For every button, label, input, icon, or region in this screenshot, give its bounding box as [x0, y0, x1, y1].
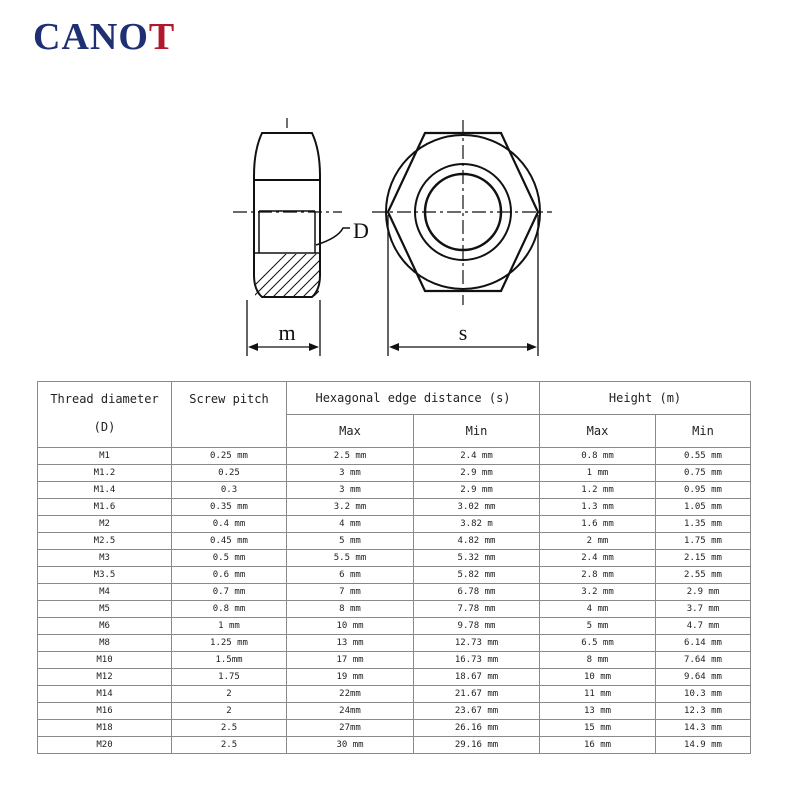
cell-s-max: 3 mm: [287, 465, 414, 482]
cell-thread-diameter: M20: [38, 737, 172, 754]
cell-m-max: 1 mm: [540, 465, 656, 482]
cell-s-min: 29.16 mm: [414, 737, 540, 754]
header-thread-diameter-symbol: (D): [93, 420, 116, 434]
table-row: [38, 618, 751, 635]
cell-s-min: 4.82 mm: [414, 533, 540, 550]
cell-thread-diameter: M18: [38, 720, 172, 737]
cell-screw-pitch: 0.6 mm: [172, 567, 287, 584]
diameter-label: D: [353, 218, 369, 243]
header-s-max: Max: [287, 415, 414, 448]
cell-m-max: 3.2 mm: [540, 584, 656, 601]
cell-m-min: 1.35 mm: [656, 516, 751, 533]
cell-s-min: 6.78 mm: [414, 584, 540, 601]
cell-screw-pitch: 0.25: [172, 465, 287, 482]
top-view-center-lines: [372, 120, 552, 305]
cell-s-min: 5.32 mm: [414, 550, 540, 567]
cell-m-max: 8 mm: [540, 652, 656, 669]
cell-screw-pitch: 2: [172, 686, 287, 703]
logo-text-accent: T: [148, 16, 176, 58]
cell-s-min: 7.78 mm: [414, 601, 540, 618]
cell-screw-pitch: 0.45 mm: [172, 533, 287, 550]
cell-m-max: 2 mm: [540, 533, 656, 550]
nut-spec-table: [37, 381, 751, 754]
cell-s-max: 22mm: [287, 686, 414, 703]
logo-text-main: CANO: [33, 16, 149, 58]
cell-s-max: 5.5 mm: [287, 550, 414, 567]
cell-s-min: 3.82 m: [414, 516, 540, 533]
diameter-leader: [316, 228, 350, 245]
cell-m-min: 0.75 mm: [656, 465, 751, 482]
table-row: [38, 720, 751, 737]
cell-screw-pitch: 0.5 mm: [172, 550, 287, 567]
cell-thread-diameter: M10: [38, 652, 172, 669]
cell-thread-diameter: M2.5: [38, 533, 172, 550]
table-row: [38, 465, 751, 482]
cell-m-max: 4 mm: [540, 601, 656, 618]
cell-thread-diameter: M1.2: [38, 465, 172, 482]
section-hatching: [240, 250, 370, 300]
cell-s-max: 5 mm: [287, 533, 414, 550]
cell-screw-pitch: 1.25 mm: [172, 635, 287, 652]
cell-screw-pitch: 1.5mm: [172, 652, 287, 669]
cell-s-min: 12.73 mm: [414, 635, 540, 652]
table-row: [38, 499, 751, 516]
table-row: [38, 601, 751, 618]
cell-s-max: 30 mm: [287, 737, 414, 754]
table-row: [38, 635, 751, 652]
cell-m-min: 12.3 mm: [656, 703, 751, 720]
table-row: [38, 533, 751, 550]
cell-m-min: 14.9 mm: [656, 737, 751, 754]
cell-s-min: 3.02 mm: [414, 499, 540, 516]
cell-s-min: 16.73 mm: [414, 652, 540, 669]
cell-m-max: 0.8 mm: [540, 448, 656, 465]
cell-m-min: 2.55 mm: [656, 567, 751, 584]
cell-m-min: 6.14 mm: [656, 635, 751, 652]
cell-m-max: 5 mm: [540, 618, 656, 635]
table-row: [38, 686, 751, 703]
cell-screw-pitch: 2: [172, 703, 287, 720]
cell-screw-pitch: 0.35 mm: [172, 499, 287, 516]
cell-screw-pitch: 0.4 mm: [172, 516, 287, 533]
cell-m-max: 16 mm: [540, 737, 656, 754]
cell-s-min: 2.9 mm: [414, 465, 540, 482]
table-row: [38, 703, 751, 720]
cell-thread-diameter: M6: [38, 618, 172, 635]
cell-m-max: 2.4 mm: [540, 550, 656, 567]
cell-m-min: 0.55 mm: [656, 448, 751, 465]
cell-thread-diameter: M8: [38, 635, 172, 652]
cell-m-max: 1.6 mm: [540, 516, 656, 533]
cell-m-min: 9.64 mm: [656, 669, 751, 686]
cell-screw-pitch: 0.8 mm: [172, 601, 287, 618]
cell-s-max: 7 mm: [287, 584, 414, 601]
cell-thread-diameter: M2: [38, 516, 172, 533]
table-row: [38, 652, 751, 669]
table-row: [38, 550, 751, 567]
cell-s-min: 26.16 mm: [414, 720, 540, 737]
cell-screw-pitch: 1.75: [172, 669, 287, 686]
cell-s-max: 13 mm: [287, 635, 414, 652]
cell-m-max: 2.8 mm: [540, 567, 656, 584]
cell-thread-diameter: M3: [38, 550, 172, 567]
cell-m-max: 1.2 mm: [540, 482, 656, 499]
cell-s-min: 2.4 mm: [414, 448, 540, 465]
header-s-min: Min: [414, 415, 540, 448]
table-row: [38, 584, 751, 601]
width-label: s: [458, 320, 468, 345]
cell-m-max: 13 mm: [540, 703, 656, 720]
header-m-min: Min: [656, 415, 751, 448]
cell-m-min: 10.3 mm: [656, 686, 751, 703]
cell-screw-pitch: 2.5: [172, 737, 287, 754]
cell-m-min: 2.15 mm: [656, 550, 751, 567]
cell-s-max: 17 mm: [287, 652, 414, 669]
cell-thread-diameter: M14: [38, 686, 172, 703]
cell-m-max: 6.5 mm: [540, 635, 656, 652]
cell-m-max: 11 mm: [540, 686, 656, 703]
cell-m-min: 1.05 mm: [656, 499, 751, 516]
cell-s-max: 6 mm: [287, 567, 414, 584]
table-row: [38, 567, 751, 584]
table-row: [38, 516, 751, 533]
table-row: [38, 669, 751, 686]
cell-screw-pitch: 2.5: [172, 720, 287, 737]
header-m-max: Max: [540, 415, 656, 448]
table-row: [38, 737, 751, 754]
cell-thread-diameter: M4: [38, 584, 172, 601]
cell-thread-diameter: M16: [38, 703, 172, 720]
cell-m-min: 2.9 mm: [656, 584, 751, 601]
cell-s-max: 4 mm: [287, 516, 414, 533]
hex-nut-technical-drawing: [0, 0, 800, 380]
cell-thread-diameter: M12: [38, 669, 172, 686]
cell-s-min: 9.78 mm: [414, 618, 540, 635]
cell-screw-pitch: 0.3: [172, 482, 287, 499]
cell-m-max: 1.3 mm: [540, 499, 656, 516]
header-thread-diameter: [38, 382, 172, 448]
cell-m-max: 10 mm: [540, 669, 656, 686]
cell-thread-diameter: M3.5: [38, 567, 172, 584]
cell-s-min: 18.67 mm: [414, 669, 540, 686]
cell-m-min: 1.75 mm: [656, 533, 751, 550]
cell-s-min: 5.82 mm: [414, 567, 540, 584]
cell-s-max: 24mm: [287, 703, 414, 720]
cell-thread-diameter: M1.6: [38, 499, 172, 516]
cell-s-max: 27mm: [287, 720, 414, 737]
cell-m-min: 0.95 mm: [656, 482, 751, 499]
cell-s-min: 2.9 mm: [414, 482, 540, 499]
cell-s-min: 23.67 mm: [414, 703, 540, 720]
cell-screw-pitch: 1 mm: [172, 618, 287, 635]
cell-thread-diameter: M5: [38, 601, 172, 618]
cell-s-max: 19 mm: [287, 669, 414, 686]
cell-thread-diameter: M1.4: [38, 482, 172, 499]
cell-s-max: 3 mm: [287, 482, 414, 499]
cell-screw-pitch: 0.7 mm: [172, 584, 287, 601]
cell-thread-diameter: M1: [38, 448, 172, 465]
cell-screw-pitch: 0.25 mm: [172, 448, 287, 465]
header-hex-edge-distance: Hexagonal edge distance (s): [287, 382, 540, 415]
cell-m-min: 3.7 mm: [656, 601, 751, 618]
table-header-row: [38, 382, 751, 415]
cell-s-max: 2.5 mm: [287, 448, 414, 465]
cell-s-min: 21.67 mm: [414, 686, 540, 703]
table-row: [38, 482, 751, 499]
table-row: [38, 448, 751, 465]
height-label: m: [278, 320, 296, 345]
header-thread-diameter-label: Thread diameter: [50, 392, 159, 406]
cell-s-max: 3.2 mm: [287, 499, 414, 516]
header-screw-pitch: Screw pitch: [172, 382, 287, 448]
cell-s-max: 10 mm: [287, 618, 414, 635]
cell-s-max: 8 mm: [287, 601, 414, 618]
cell-m-min: 14.3 mm: [656, 720, 751, 737]
cell-m-min: 4.7 mm: [656, 618, 751, 635]
table-body: [38, 448, 751, 754]
header-height: Height (m): [540, 382, 751, 415]
cell-m-max: 15 mm: [540, 720, 656, 737]
cell-m-min: 7.64 mm: [656, 652, 751, 669]
